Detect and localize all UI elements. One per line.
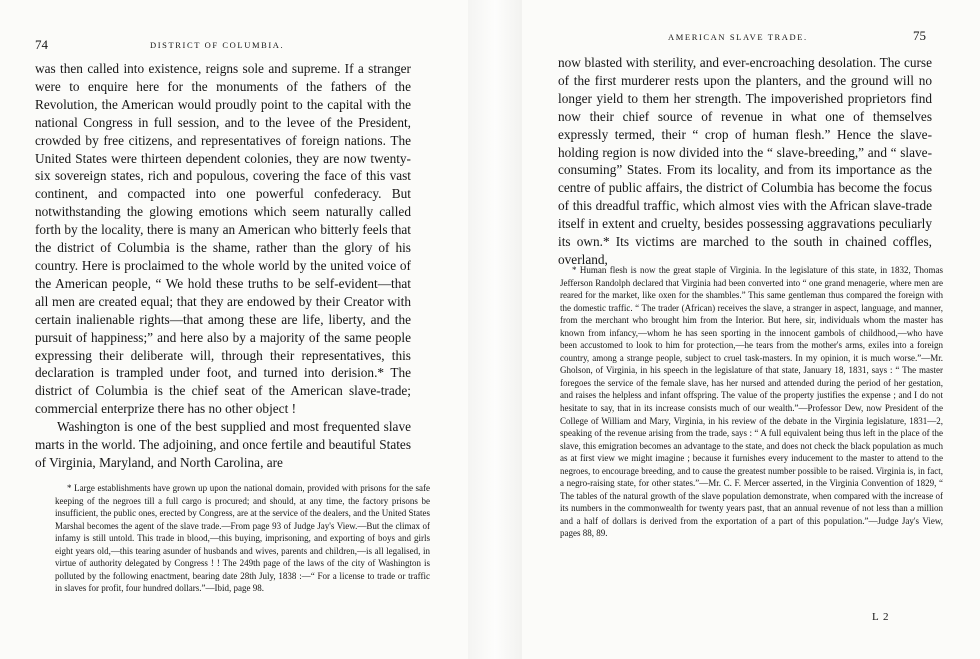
body-text <box>558 54 932 269</box>
paragraph: now blasted with sterility, and ever-encroaching desolation. The curse of the first murderer rests upon the planters, and the ground will no longer yield to them her strength. The impoverished proprietors find now their chief source of revenue in what one of themselves expressly termed, their “ crop of human flesh.” Hence the slave-holding region is now divided into the “ slave-breeding,” and “ slave-consuming” States. From its locality, and from its importance as the centre of public affairs, the district of Columbia has become the focus of this dreadful traffic, which almost vies with the African slave-trade itself in extent and cruelty, besides possessing aggravations peculiarly its own.* Its victims are marched to the south in chained coffles, overland, <box>558 55 932 267</box>
right-page <box>522 0 980 659</box>
paragraph: Washington is one of the best supplied and most frequented slave marts in the world. The adjoining, and once fertile and beautiful States of Virginia, Maryland, and North Carolina, are <box>35 419 411 470</box>
page-number: 75 <box>913 28 926 43</box>
running-head: DISTRICT OF COLUMBIA. <box>150 40 285 50</box>
running-head: AMERICAN SLAVE TRADE. <box>668 32 808 42</box>
left-page <box>0 0 468 659</box>
paragraph: was then called into existence, reigns sole and supreme. If a stranger were to enquire here for the monuments of the fathers of the Revolution, the American would proudly point to the capital with the national Congress in full session, and to the levee of the President, crowded by free citizens, and representatives of foreign nations. The United States were thirteen dependent colonies, they are now twenty-six sovereign states, rich and populous, covering the face of this vast continent, and compacted into one powerful confederacy. But notwithstanding the glowing emotions which seem naturally called forth by the locality, there is many an American who bitterly feels that the district of Columbia is the shame, rather than the glory of his country. Here is proclaimed to the whole world by the united voice of the American people, “ We hold these truths to be self-evident—that all men are created equal; that they are endowed by their Creator with certain inalienable rights—that among these are life, liberty, and the pursuit of happiness;” and here also by a majority of the same people expressing their deliberate will, through their representatives, this declaration is trampled under foot, and turned into derision.* The district of Columbia is the chief seat of the American slave-trade; commercial enterprize there has no other object ! <box>35 61 411 417</box>
footnote: * Large establishments have grown up upon the national domain, provided with prisons for the safe keeping of the negroes till a full cargo is procured; and should, at any time, the factory prisons be insufficient, the public ones, erected by Congress, are at the service of the dealers, and the United States Marshal becomes the agent of the slave trade.—From page 93 of Judge Jay's View.—But the climax of infamy is still untold. This trade in blood,—this buying, imprisoning, and exporting of boys and girls eight years old,—this tearing asunder of husbands and wives, parents and children,—is all legalised, in virtue of authority delegated by Congress ! ! The 249th page of the laws of the city of Washington is polluted by the following enactment, bearing date 28th July, 1838 :—“ For a license to trade or traffic in slaves for profit, four hundred dollars.”—Ibid, page 98. <box>55 483 430 594</box>
signature-mark: L 2 <box>872 611 890 623</box>
body-text <box>35 60 411 472</box>
book-gutter <box>468 0 522 659</box>
page-number: 74 <box>35 37 48 52</box>
footnote: * Human flesh is now the great staple of Virginia. In the legislature of this state, in 1832, Thomas Jefferson Randolph declared that Virginia had been converted into “ one grand menagerie, where men are reared for the market, like oxen for the shambles.” This same gentleman thus compared the foreign with the domestic traffic. “ The trader (African) receives the slave, a stranger in aspect, language, and manner, from the merchant who brought him from the Interior. But here, sir, individuals whom the master has known from infancy,—whom he has seen sporting in the innocent gambols of childhood,—who have been accustomed to look to him for protection,—he tears from the mother's arms, exiles into a foreign country, among a strange people, subject to cruel task-masters. In my opinion, it is much worse.”—Mr. Gholson, of Virginia, in his speech in the legislature of that state, January 18, 1831, says : “ The master foregoes the service of the female slave, has her nursed and attended during the period of her gestation, and raises the helpless and infant offspring. The value of the property justifies the expense ; and I do not hesitate to say, that in its increase consists much of our wealth.”—Professor Dew, now President of the College of William and Mary, Virginia, in his review of the debate in the Virginia legislature, 1831—2, speaking of the revenue arising from the trade, says : “ A full equivalent being thus left in the place of the slave, this emigration becomes an advantage to the state, and does not check the black population as much as at first view we might imagine ; because it furnishes every inducement to the master to attend to the negroes, to encourage breeding, and to cause the greatest number possible to be raised. Virginia is, in fact, a negro-raising state, for other states.”—Mr. C. F. Mercer asserted, in the Virginia Convention of 1829, “ The tables of the natural growth of the slave population demonstrate, when compared with the increase of its numbers in the commonwealth for twenty years past, that an annual revenue of not less than a million and a half of dollars is derived from the exportation of a part of this population.”—Judge Jay's View, pages 88, 89. <box>560 265 943 539</box>
